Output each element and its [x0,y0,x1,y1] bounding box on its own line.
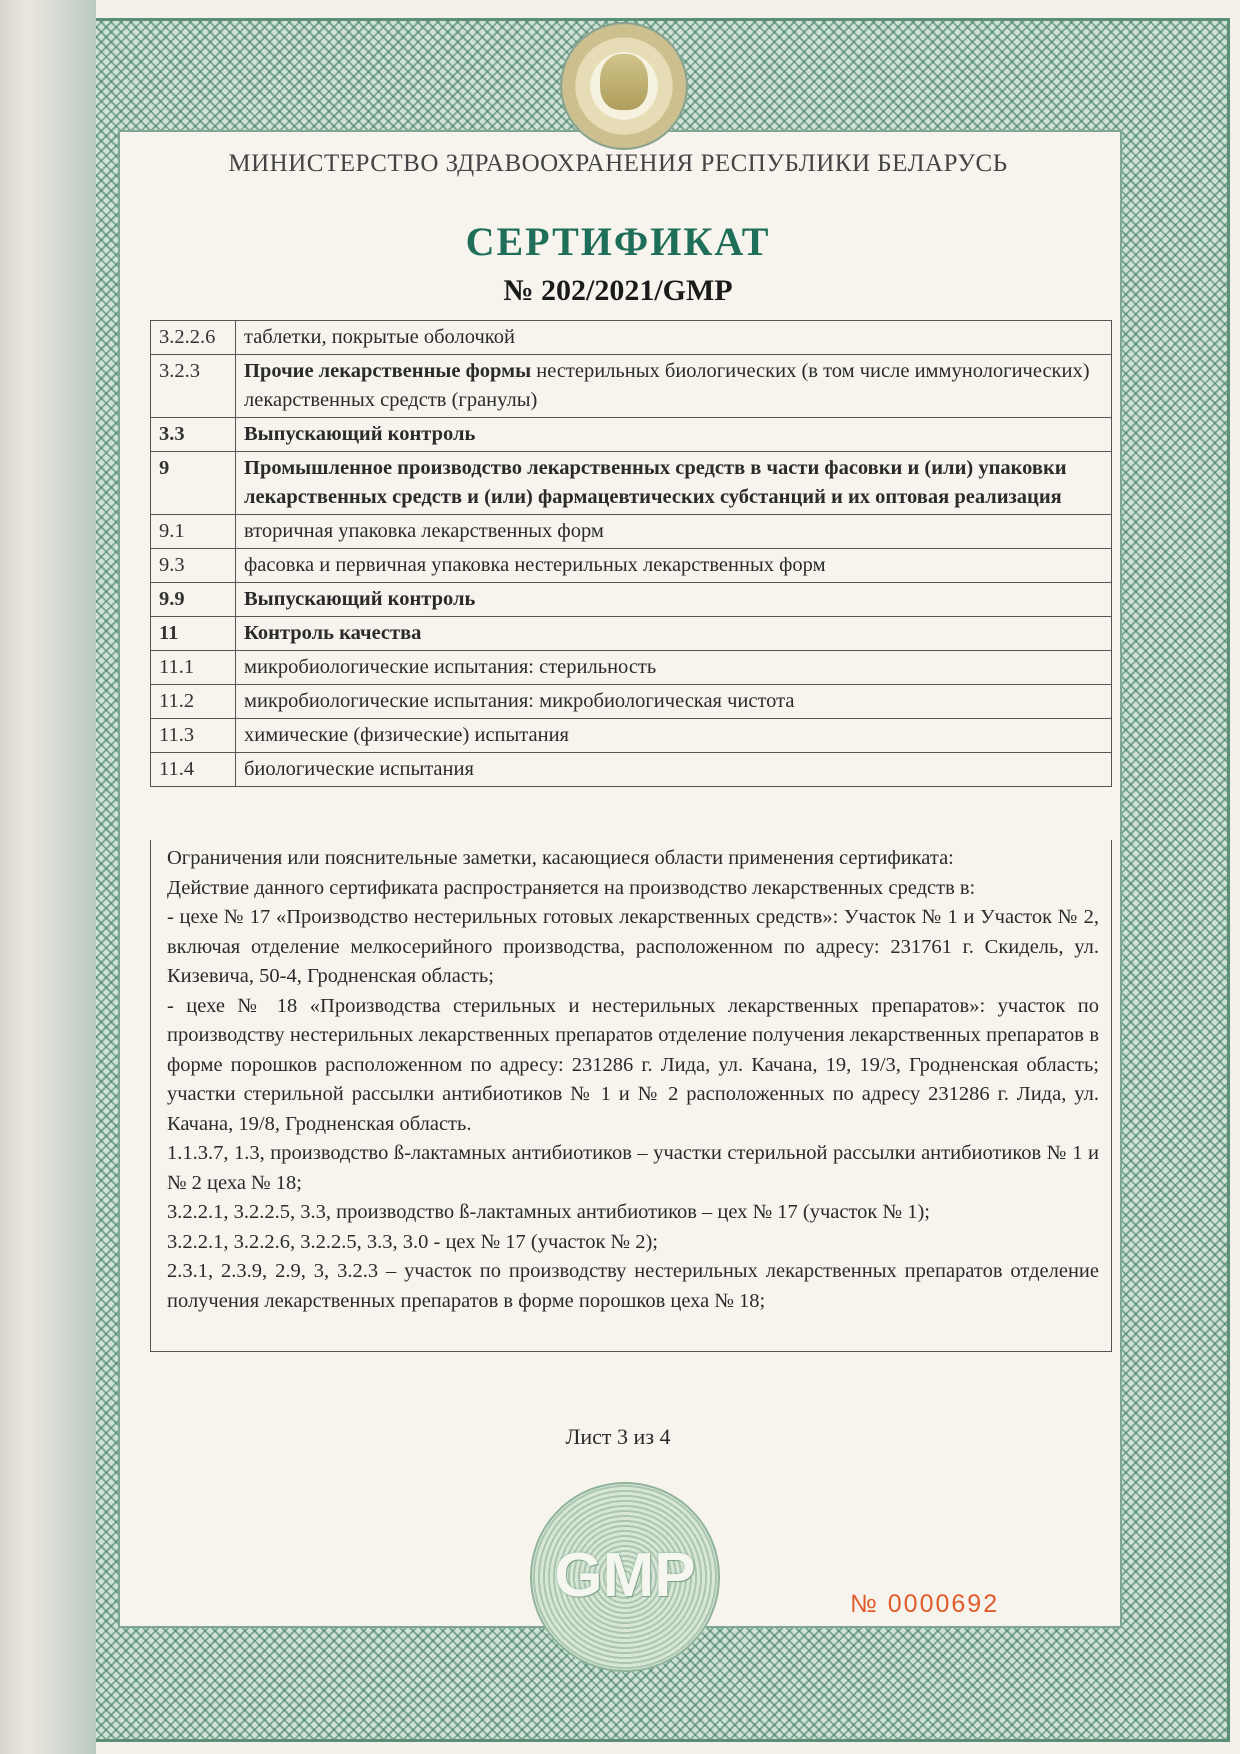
row-code: 9.9 [151,583,236,617]
row-text: химические (физические) испытания [236,719,1112,753]
table-row [151,719,1112,753]
row-code: 3.3 [151,418,236,452]
row-plain-text: нестерильных биологических (в том числе иммунологических) лекарственных средств (гранулы) [244,360,1090,411]
row-text: Выпускающий контроль [236,583,1112,617]
notes-paragraph: - цехе № 18 «Производства стерильных и нестерильных лекарственных препаратов»: участок по производству нестерильных лекарственных препаратов отделение получения лекарственных препаратов в форме порошков расположенном по адресу: 231286 г. Лида, ул. Качана, 19, 19/3, Гродненская область; участки стерильной рассылки антибиотиков № 1 и № 2 расположенных по адресу 231286 г. Лида, ул. Качана, 19/8, Гродненская область. [167,994,1099,1135]
ministry-name: МИНИСТЕРСТВО ЗДРАВООХРАНЕНИЯ РЕСПУБЛИКИ БЕЛАРУСЬ [228,150,1008,177]
state-emblem-icon [560,22,688,150]
table-row [151,452,1112,515]
emblem-center [600,54,648,110]
row-code: 11.2 [151,685,236,719]
certificate-title: СЕРТИФИКАТ [465,219,771,264]
row-text: Промышленное производство лекарственных средств в части фасовки и (или) упаковки лекарственных средств и (или) фармацевтических субстанций и их оптовая реализация [236,452,1112,515]
binding-edge [0,0,96,1754]
row-code: 9.1 [151,515,236,549]
table-row [151,515,1112,549]
serial-number: № 0000692 [850,1590,1000,1618]
row-text: микробиологические испытания: стерильность [236,651,1112,685]
row-code: 11.4 [151,753,236,787]
notes-heading: Ограничения или пояснительные заметки, касающиеся области применения сертификата: [167,847,954,869]
row-text [236,355,1112,418]
table-row [151,583,1112,617]
row-text: таблетки, покрытые оболочкой [236,321,1112,355]
table-row [151,321,1112,355]
notes-paragraph: 3.2.2.1, 3.2.2.6, 3.2.2.5, 3.3, 3.0 - цех № 17 (участок № 2); [167,1230,658,1253]
row-code: 9 [151,452,236,515]
row-code: 11.1 [151,651,236,685]
row-text: фасовка и первичная упаковка нестерильных лекарственных форм [236,549,1112,583]
row-code: 3.2.2.6 [151,321,236,355]
notes-paragraph: 3.2.2.1, 3.2.2.5, 3.3, производство ß-лактамных антибиотиков – цех № 17 (участок № 1); [167,1201,930,1223]
notes-paragraph: 2.3.1, 2.3.9, 2.9, 3, 3.2.3 – участок по производству нестерильных лекарственных препаратов отделение получения лекарственных препаратов в форме порошков цеха № 18; [167,1260,1099,1312]
notes-paragraph: 1.1.3.7, 1.3, производство ß-лактамных антибиотиков – участки стерильной рассылки антибиотиков № 1 и № 2 цеха № 18; [167,1142,1099,1194]
row-code: 11.3 [151,719,236,753]
sheet-number: Лист 3 из 4 [565,1424,671,1449]
row-text: вторичная упаковка лекарственных форм [236,515,1112,549]
notes-block [150,840,1112,1352]
row-text: биологические испытания [236,753,1112,787]
certificate-number: № 202/2021/GMP [503,274,733,307]
row-code: 3.2.3 [151,355,236,418]
row-text: Контроль качества [236,617,1112,651]
table-row [151,651,1112,685]
row-code: 11 [151,617,236,651]
table-row [151,418,1112,452]
notes-paragraph: - цехе № 17 «Производство нестерильных готовых лекарственных средств»: Участок № 1 и Участок № 2, включая отделение мелкосерийного производства, расположенном по адресу: 231761 г. Скидель, ул. Кизевича, 50-4, Гродненская область; [167,906,1099,987]
table-row [151,753,1112,787]
gmp-seal-icon [530,1482,720,1672]
row-text: микробиологические испытания: микробиологическая чистота [236,685,1112,719]
table-row [151,617,1112,651]
table-row [151,355,1112,418]
table-row [151,549,1112,583]
table-row [151,685,1112,719]
gmp-seal-text: GMP [554,1541,696,1610]
row-text: Выпускающий контроль [236,418,1112,452]
scope-table [150,320,1112,787]
notes-intro: Действие данного сертификата распространяется на производство лекарственных средств в: [167,876,976,899]
row-code: 9.3 [151,549,236,583]
row-bold-text: Прочие лекарственные формы [244,360,532,382]
